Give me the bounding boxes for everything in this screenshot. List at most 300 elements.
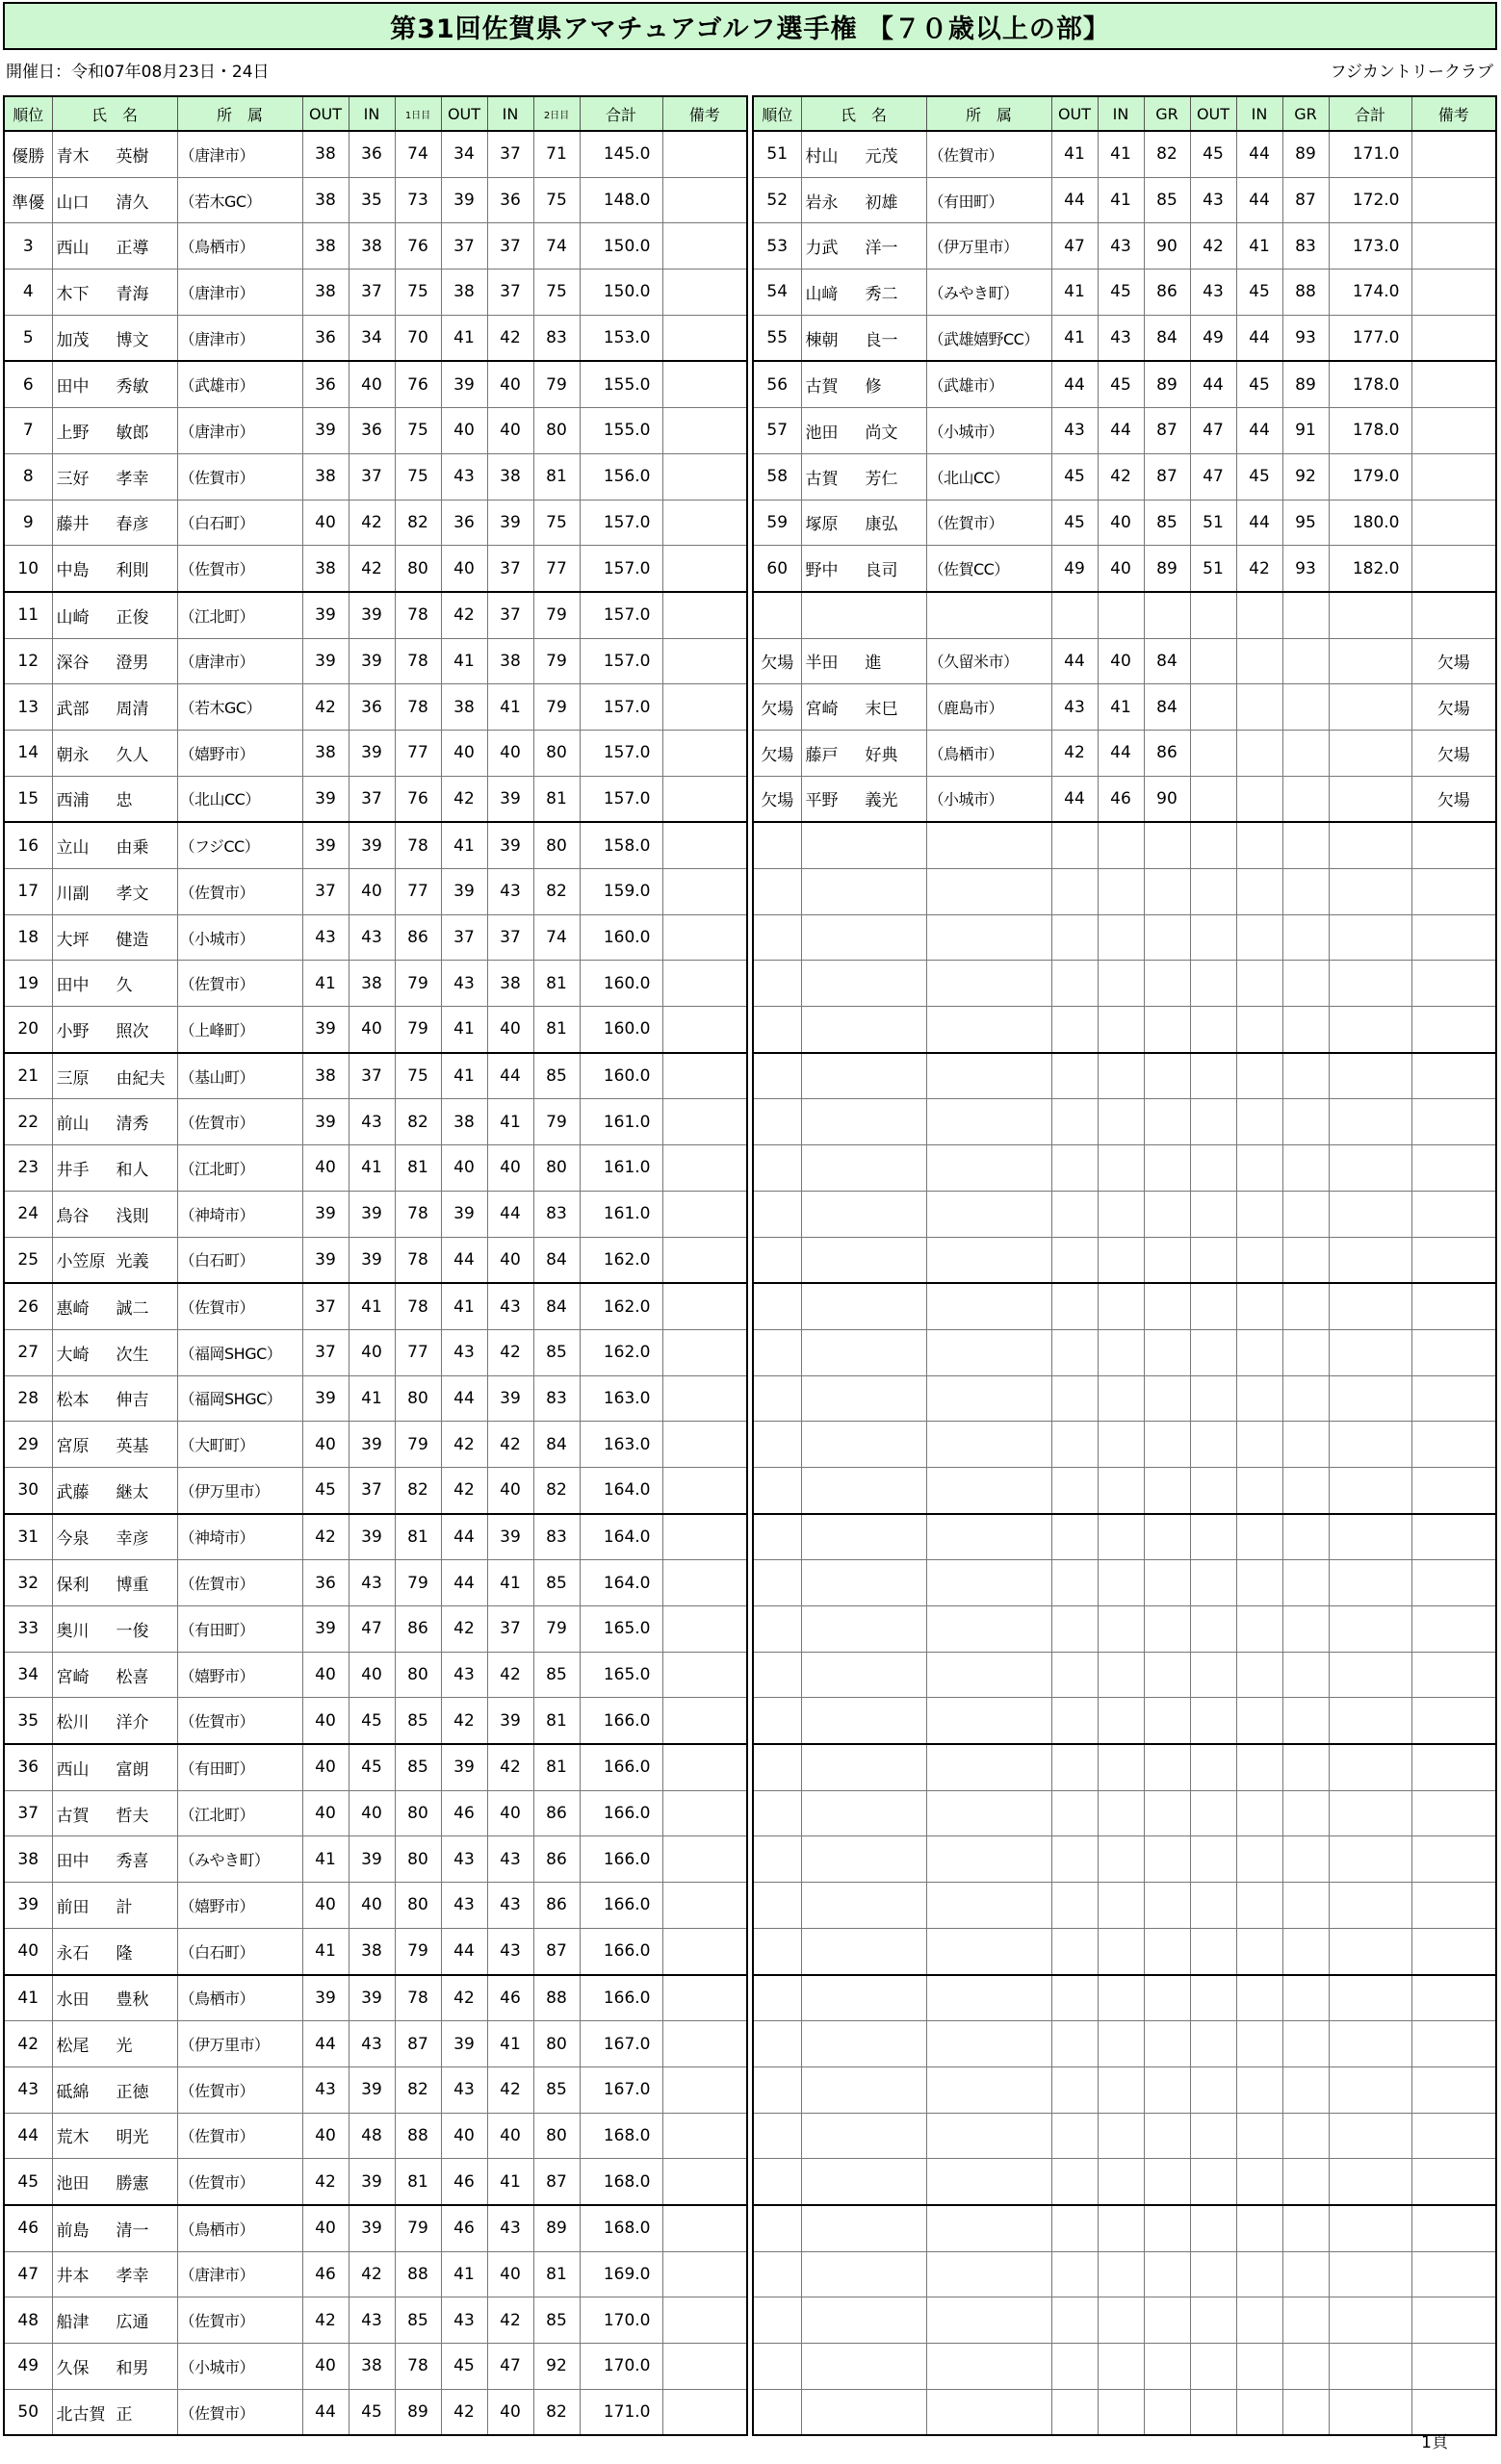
player-name-cell — [801, 500, 926, 546]
empty-cell — [801, 1467, 926, 1513]
round1-cell: 85 — [395, 1744, 441, 1790]
player-name-cell — [801, 638, 926, 684]
first-name: 継太 — [116, 1482, 149, 1502]
empty-cell — [1190, 1514, 1236, 1560]
last-name: 井手 — [56, 1160, 90, 1180]
affiliation-cell: （唐津市） — [177, 131, 302, 177]
empty-cell — [1098, 1191, 1144, 1237]
in2-cell: 44 — [1236, 177, 1282, 223]
empty-cell — [926, 1790, 1051, 1836]
out1-cell — [1051, 592, 1098, 638]
empty-cell — [1329, 1329, 1411, 1375]
first-name: 英基 — [116, 1437, 149, 1457]
rank-cell: 52 — [753, 177, 801, 223]
player-name-cell — [52, 1467, 177, 1513]
in2-cell: 40 — [487, 2251, 533, 2297]
empty-cell — [801, 2021, 926, 2067]
empty-cell — [1282, 1467, 1329, 1513]
first-name: 好典 — [865, 745, 898, 765]
remarks-cell — [662, 2021, 747, 2067]
empty-cell — [1098, 869, 1144, 915]
remarks-cell — [662, 638, 747, 684]
empty-cell — [1329, 2344, 1411, 2390]
in2-cell: 43 — [487, 2205, 533, 2251]
remarks-cell — [662, 131, 747, 177]
remarks-cell — [662, 1744, 747, 1790]
affiliation-cell: （伊万里市） — [177, 2021, 302, 2067]
out2-cell: 43 — [441, 2297, 487, 2344]
empty-cell — [1282, 2159, 1329, 2205]
empty-cell — [1051, 1145, 1098, 1192]
empty-cell — [1051, 2344, 1098, 2390]
round1-cell: 77 — [395, 869, 441, 915]
remarks-cell — [1411, 546, 1496, 592]
remarks-cell — [662, 1514, 747, 1560]
in2-cell: 43 — [487, 1883, 533, 1929]
first-name: 末巳 — [865, 700, 898, 720]
empty-cell — [1411, 1422, 1496, 1468]
round1-cell: 86 — [395, 914, 441, 961]
empty-cell — [926, 1191, 1051, 1237]
empty-cell — [1236, 869, 1282, 915]
out2-cell: 43 — [441, 1836, 487, 1883]
out2-cell: 40 — [441, 546, 487, 592]
last-name: 松尾 — [56, 2037, 90, 2057]
last-name: 田中 — [56, 1852, 90, 1872]
table-row — [4, 500, 747, 546]
affiliation-cell: （佐賀市） — [926, 500, 1051, 546]
remarks-cell — [662, 1007, 747, 1053]
total-cell: 166.0 — [580, 1836, 662, 1883]
in1-cell: 45 — [349, 1744, 395, 1790]
empty-cell — [1098, 1237, 1144, 1283]
empty-cell — [1051, 1467, 1098, 1513]
out1-cell: 38 — [302, 177, 349, 223]
empty-cell — [1051, 822, 1098, 868]
out2-cell: 39 — [441, 361, 487, 407]
round2-cell: 75 — [533, 270, 580, 316]
in2-cell: 40 — [487, 408, 533, 454]
empty-cell — [1190, 1422, 1236, 1468]
empty-cell — [1144, 822, 1190, 868]
out2-cell: 44 — [441, 1237, 487, 1283]
rank-cell: 16 — [4, 822, 52, 868]
first-name: 良司 — [865, 561, 898, 581]
total-cell: 173.0 — [1329, 223, 1411, 270]
affiliation-cell: （基山町） — [177, 1053, 302, 1099]
out1-cell: 44 — [1051, 776, 1098, 822]
empty-cell — [1411, 1329, 1496, 1375]
empty-cell — [926, 1514, 1051, 1560]
affiliation-cell: （佐賀市） — [177, 2389, 302, 2435]
affiliation-cell: （小城市） — [177, 2344, 302, 2390]
player-name-cell — [801, 177, 926, 223]
empty-cell — [1190, 1191, 1236, 1237]
empty-cell — [1144, 2344, 1190, 2390]
total-cell: 160.0 — [580, 1053, 662, 1099]
round2-cell: 85 — [533, 1329, 580, 1375]
player-name-cell — [52, 1099, 177, 1145]
round1-cell: 78 — [395, 1975, 441, 2021]
empty-cell — [1144, 1652, 1190, 1698]
rank-cell: 44 — [4, 2113, 52, 2159]
first-name: 孝幸 — [116, 2267, 149, 2287]
out1-cell: 39 — [302, 1606, 349, 1653]
round1-cell: 89 — [395, 2389, 441, 2435]
empty-cell — [1190, 2113, 1236, 2159]
total-cell: 159.0 — [580, 869, 662, 915]
empty-cell — [1190, 2251, 1236, 2297]
in2-cell: 42 — [487, 315, 533, 361]
last-name: 保利 — [56, 1576, 90, 1596]
in2-cell: 40 — [487, 1790, 533, 1836]
table-row — [4, 684, 747, 731]
column-header: OUT — [1051, 96, 1098, 131]
in1-cell: 37 — [349, 453, 395, 500]
rank-cell: 8 — [4, 453, 52, 500]
empty-cell — [1411, 1053, 1496, 1099]
empty-cell — [1051, 2021, 1098, 2067]
total-cell: 163.0 — [580, 1375, 662, 1422]
last-name: 西浦 — [56, 791, 90, 811]
empty-cell — [1411, 1145, 1496, 1192]
table-row — [4, 1975, 747, 2021]
first-name: 英樹 — [116, 146, 149, 167]
empty-cell — [926, 1606, 1051, 1653]
player-name-cell — [52, 2297, 177, 2344]
first-name: 由紀夫 — [116, 1068, 166, 1089]
out2-cell — [1190, 730, 1236, 776]
empty-cell — [753, 2344, 801, 2390]
table-row — [4, 1283, 747, 1329]
affiliation-cell: （武雄市） — [177, 361, 302, 407]
empty-cell — [801, 1836, 926, 1883]
player-name-cell — [52, 1975, 177, 2021]
empty-cell — [1411, 822, 1496, 868]
out1-cell: 38 — [302, 453, 349, 500]
total-cell: 179.0 — [1329, 453, 1411, 500]
empty-cell — [926, 1145, 1051, 1192]
in2-cell: 43 — [487, 1283, 533, 1329]
event-date: 開催日：令和07年08月23日・24日 — [6, 63, 270, 82]
total-cell: 167.0 — [580, 2021, 662, 2067]
column-header: OUT — [302, 96, 349, 131]
empty-row — [753, 1606, 1496, 1653]
remarks-cell — [662, 453, 747, 500]
in2-cell: 40 — [487, 2113, 533, 2159]
empty-cell — [926, 2066, 1051, 2113]
player-name-cell — [52, 315, 177, 361]
empty-row — [753, 1422, 1496, 1468]
affiliation-cell: （佐賀市） — [177, 2066, 302, 2113]
out2-cell: 39 — [441, 177, 487, 223]
total-cell: 161.0 — [580, 1145, 662, 1192]
first-name: 和男 — [116, 2358, 149, 2378]
first-name: 芳仁 — [865, 469, 898, 489]
first-name: 光義 — [116, 1252, 149, 1272]
total-cell — [1329, 592, 1411, 638]
table-row — [4, 1883, 747, 1929]
empty-cell — [753, 1375, 801, 1422]
round2-cell: 83 — [533, 315, 580, 361]
empty-cell — [1329, 961, 1411, 1007]
total-cell: 153.0 — [580, 315, 662, 361]
round2-cell: 80 — [533, 822, 580, 868]
round1-cell: 87 — [1144, 408, 1190, 454]
empty-row — [753, 1744, 1496, 1790]
empty-cell — [1282, 2251, 1329, 2297]
out2-cell: 44 — [441, 1514, 487, 1560]
out1-cell: 38 — [302, 546, 349, 592]
empty-cell — [753, 1191, 801, 1237]
rank-cell: 26 — [4, 1283, 52, 1329]
out1-cell: 38 — [302, 131, 349, 177]
out2-cell: 34 — [441, 131, 487, 177]
empty-cell — [1282, 1560, 1329, 1606]
page-title: 第31回佐賀県アマチュアゴルフ選手権 【７０歳以上の部】 — [3, 2, 1497, 50]
empty-cell — [1190, 1652, 1236, 1698]
table-row — [753, 638, 1496, 684]
out1-cell: 47 — [1051, 223, 1098, 270]
empty-cell — [1282, 1652, 1329, 1698]
player-name-cell — [52, 1652, 177, 1698]
player-name-cell — [52, 869, 177, 915]
player-name-cell — [52, 1145, 177, 1192]
round1-cell: 89 — [1144, 361, 1190, 407]
empty-cell — [1098, 1467, 1144, 1513]
empty-cell — [1098, 1928, 1144, 1974]
player-name-cell — [52, 1928, 177, 1974]
empty-row — [753, 1053, 1496, 1099]
round1-cell: 76 — [395, 223, 441, 270]
last-name: 古賀 — [56, 1806, 90, 1826]
out1-cell: 39 — [302, 638, 349, 684]
last-name: 青木 — [56, 146, 90, 167]
last-name: 船津 — [56, 2313, 90, 2333]
empty-cell — [1098, 1652, 1144, 1698]
affiliation-cell: （佐賀市） — [177, 1560, 302, 1606]
round2-cell: 85 — [533, 1560, 580, 1606]
empty-cell — [1411, 1560, 1496, 1606]
round2-cell: 86 — [533, 1836, 580, 1883]
in2-cell: 44 — [1236, 408, 1282, 454]
out1-cell: 44 — [302, 2389, 349, 2435]
round2-cell: 86 — [533, 1883, 580, 1929]
round1-cell: 79 — [395, 1928, 441, 1974]
empty-row — [753, 2297, 1496, 2344]
affiliation-cell: （白石町） — [177, 500, 302, 546]
empty-row — [753, 2113, 1496, 2159]
empty-cell — [926, 2251, 1051, 2297]
in2-cell: 43 — [487, 1928, 533, 1974]
table-row — [4, 1560, 747, 1606]
empty-cell — [1098, 1975, 1144, 2021]
total-cell: 162.0 — [580, 1329, 662, 1375]
last-name: 村山 — [805, 146, 839, 167]
empty-cell — [1411, 1975, 1496, 2021]
last-name: 奥川 — [56, 1621, 90, 1641]
table-row — [4, 1329, 747, 1375]
table-row — [4, 1375, 747, 1422]
total-cell: 150.0 — [580, 223, 662, 270]
empty-cell — [1051, 1007, 1098, 1053]
out1-cell: 41 — [302, 1836, 349, 1883]
out1-cell: 40 — [302, 1744, 349, 1790]
empty-cell — [1190, 2389, 1236, 2435]
player-name-cell — [52, 2113, 177, 2159]
in2-cell: 41 — [487, 1560, 533, 1606]
empty-cell — [801, 1514, 926, 1560]
empty-cell — [753, 961, 801, 1007]
empty-cell — [1051, 1422, 1098, 1468]
in2-cell: 37 — [487, 546, 533, 592]
empty-cell — [1282, 1790, 1329, 1836]
rank-cell: 17 — [4, 869, 52, 915]
last-name: 池田 — [805, 423, 839, 443]
empty-cell — [926, 869, 1051, 915]
last-name: 鳥谷 — [56, 1206, 90, 1226]
table-row — [4, 1514, 747, 1560]
player-name-cell — [52, 270, 177, 316]
remarks-cell — [662, 1422, 747, 1468]
out1-cell: 39 — [302, 776, 349, 822]
first-name: 由乗 — [116, 838, 149, 859]
last-name: 立山 — [56, 838, 90, 859]
player-name-cell — [801, 546, 926, 592]
empty-cell — [1411, 1283, 1496, 1329]
empty-cell — [1098, 914, 1144, 961]
in1-cell: 43 — [349, 2021, 395, 2067]
in1-cell: 40 — [1098, 638, 1144, 684]
empty-cell — [1098, 2113, 1144, 2159]
in1-cell: 40 — [349, 1329, 395, 1375]
last-name: 藤井 — [56, 515, 90, 535]
total-cell: 171.0 — [580, 2389, 662, 2435]
in2-cell: 39 — [487, 776, 533, 822]
in1-cell: 39 — [349, 1975, 395, 2021]
round1-cell: 80 — [395, 1652, 441, 1698]
in1-cell: 39 — [349, 2066, 395, 2113]
empty-cell — [1190, 1560, 1236, 1606]
rank-cell: 45 — [4, 2159, 52, 2205]
out2-cell: 42 — [441, 1467, 487, 1513]
player-name-cell — [52, 2021, 177, 2067]
empty-cell — [1236, 1560, 1282, 1606]
empty-cell — [1051, 1790, 1098, 1836]
empty-cell — [926, 1053, 1051, 1099]
in1-cell: 44 — [1098, 730, 1144, 776]
rank-cell: 欠場 — [753, 638, 801, 684]
rank-cell: 57 — [753, 408, 801, 454]
empty-cell — [1098, 2344, 1144, 2390]
last-name: 半田 — [805, 654, 839, 674]
total-cell: 170.0 — [580, 2344, 662, 2390]
first-name: 幸彦 — [116, 1529, 149, 1550]
empty-cell — [1051, 869, 1098, 915]
affiliation-cell: （佐賀市） — [177, 1698, 302, 1744]
first-name: 勝憲 — [116, 2174, 149, 2194]
round1-cell: 79 — [395, 1560, 441, 1606]
out1-cell: 40 — [302, 2113, 349, 2159]
out1-cell: 37 — [302, 869, 349, 915]
rank-cell: 54 — [753, 270, 801, 316]
remarks-cell — [662, 1237, 747, 1283]
remarks-cell — [662, 1928, 747, 1974]
rank-cell: 28 — [4, 1375, 52, 1422]
total-cell: 164.0 — [580, 1560, 662, 1606]
empty-cell — [1051, 1514, 1098, 1560]
first-name: 秀喜 — [116, 1852, 149, 1872]
empty-cell — [1236, 914, 1282, 961]
round2-cell: 81 — [533, 453, 580, 500]
empty-cell — [753, 1007, 801, 1053]
table-row — [4, 869, 747, 915]
empty-cell — [1236, 1975, 1282, 2021]
rank-cell: 5 — [4, 315, 52, 361]
table-row — [4, 1790, 747, 1836]
round1-cell: 78 — [395, 684, 441, 731]
last-name: 中島 — [56, 561, 90, 581]
in1-cell: 43 — [349, 2297, 395, 2344]
table-row — [4, 1007, 747, 1053]
out1-cell: 39 — [302, 592, 349, 638]
empty-cell — [1098, 1145, 1144, 1192]
table-row — [4, 1422, 747, 1468]
empty-cell — [926, 1744, 1051, 1790]
remarks-cell — [662, 2205, 747, 2251]
rank-cell: 37 — [4, 1790, 52, 1836]
empty-cell — [926, 914, 1051, 961]
empty-cell — [753, 1790, 801, 1836]
out2-cell: 42 — [441, 592, 487, 638]
total-cell: 163.0 — [580, 1422, 662, 1468]
remarks-cell — [662, 408, 747, 454]
empty-cell — [801, 1606, 926, 1653]
round1-cell: 85 — [395, 1698, 441, 1744]
out1-cell: 42 — [302, 2297, 349, 2344]
total-cell: 177.0 — [1329, 315, 1411, 361]
table-row — [4, 2021, 747, 2067]
empty-cell — [1282, 1883, 1329, 1929]
empty-cell — [1051, 2113, 1098, 2159]
empty-cell — [1144, 1007, 1190, 1053]
table-row — [4, 822, 747, 868]
empty-cell — [1236, 1007, 1282, 1053]
total-cell: 157.0 — [580, 638, 662, 684]
in1-cell: 39 — [349, 2159, 395, 2205]
empty-cell — [926, 1283, 1051, 1329]
total-cell: 155.0 — [580, 408, 662, 454]
table-row — [753, 315, 1496, 361]
empty-cell — [926, 961, 1051, 1007]
out1-cell: 44 — [1051, 361, 1098, 407]
empty-row — [753, 1790, 1496, 1836]
rank-cell: 欠場 — [753, 776, 801, 822]
in1-cell: 43 — [349, 1560, 395, 1606]
last-name: 上野 — [56, 423, 90, 443]
empty-cell — [753, 1975, 801, 2021]
empty-cell — [1190, 1790, 1236, 1836]
round2-cell: 80 — [533, 730, 580, 776]
in2-cell: 37 — [487, 914, 533, 961]
in2-cell: 40 — [487, 361, 533, 407]
empty-cell — [1098, 1744, 1144, 1790]
affiliation-cell: （若木GC） — [177, 684, 302, 731]
first-name: 富朗 — [116, 1759, 149, 1780]
empty-cell — [1411, 2159, 1496, 2205]
empty-cell — [1411, 1652, 1496, 1698]
empty-cell — [753, 2205, 801, 2251]
